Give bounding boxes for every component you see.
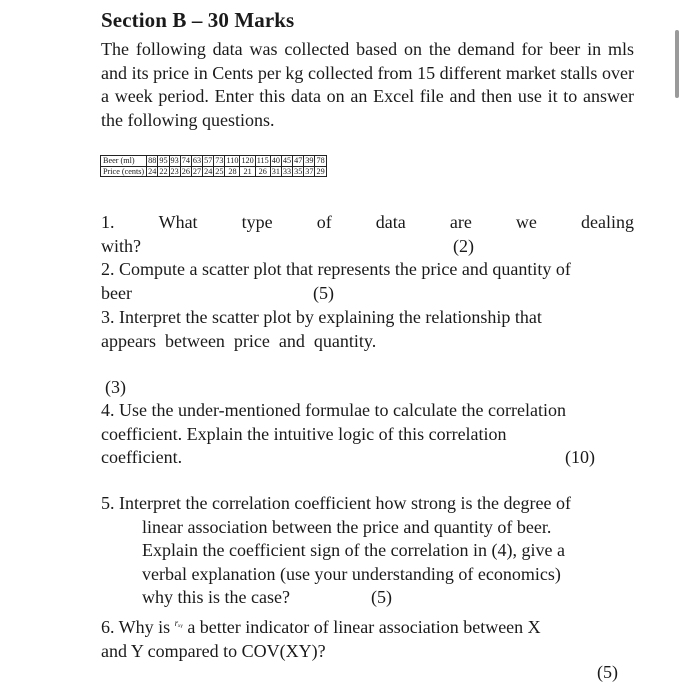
table-cell: 39 xyxy=(305,156,314,165)
data-table xyxy=(100,155,327,177)
table-cell: 63 xyxy=(192,156,202,165)
q2-line-2 xyxy=(101,282,641,306)
section-heading: Section B – 30 Marks xyxy=(101,8,295,32)
table-cell: 26 xyxy=(255,166,270,177)
table-cell: 27 xyxy=(192,166,202,176)
q2-line-1: 2. Compute a scatter plot that represents the price and quantity of xyxy=(101,259,571,279)
table-cell: 24 xyxy=(148,166,157,176)
table-cell: 24 xyxy=(204,166,213,176)
q1-word: 1. xyxy=(101,212,115,232)
table-cell: 88 xyxy=(148,156,157,165)
q5-line-5 xyxy=(101,586,646,610)
table-cell: 110 xyxy=(226,156,239,165)
table-cell: 21 xyxy=(240,166,255,177)
table-cell: 37 xyxy=(305,166,314,176)
row-label-price: Price (cents) xyxy=(101,166,147,177)
q4-line-1: 4. Use the under-mentioned formulae to calculate the correlation xyxy=(101,400,566,420)
q4-line-3 xyxy=(101,446,641,470)
table-cell: 115 xyxy=(256,156,269,165)
question-1-line-1 xyxy=(101,211,634,235)
question-6 xyxy=(101,612,646,663)
q4-line-2: coefficient. Explain the intuitive logic of this correlation xyxy=(101,423,507,444)
intro-paragraph: The following data was collected based on the demand for beer in mls and its price in Cents per kg collected from 15 different market stalls over a week period. Enter this data on an Excel file and then use it to answer the following questions. xyxy=(101,39,634,130)
q6-line-2: and Y compared to COV(XY)? xyxy=(101,640,326,661)
q6-marks: (5) xyxy=(597,662,618,682)
table-cell: 26 xyxy=(181,166,190,176)
table-cell: 29 xyxy=(316,166,325,176)
table-row-price xyxy=(101,166,327,177)
q1-word: dealing xyxy=(581,212,634,232)
row-label-beer: Beer (ml) xyxy=(101,156,147,167)
table-cell: 31 xyxy=(271,166,280,176)
table-row-beer xyxy=(101,156,327,167)
q1-marks: (2) xyxy=(453,235,474,256)
question-4 xyxy=(101,399,641,470)
q6-text-pre: 6. Why is xyxy=(101,617,171,637)
table-cell: 33 xyxy=(282,166,292,176)
table-cell: 73 xyxy=(215,156,224,165)
q4-marks: (10) xyxy=(565,447,595,467)
q2-marks: (5) xyxy=(313,282,334,303)
q1-word: of xyxy=(316,212,332,232)
question-1-line-2 xyxy=(101,235,634,259)
q5-line-1: 5. Interpret the correlation coefficient how strong is the degree of xyxy=(101,493,571,513)
table-cell: 120 xyxy=(241,156,254,165)
table-cell: 40 xyxy=(271,156,280,165)
question-5 xyxy=(101,492,646,610)
q1-word: are xyxy=(449,212,472,232)
question-1 xyxy=(101,211,634,258)
table-cell: 57 xyxy=(204,156,213,165)
correlation-symbol: rₓᵧ xyxy=(174,618,183,628)
q6-line-1 xyxy=(101,612,646,640)
table-cell: 25 xyxy=(215,166,224,176)
q1-word: What xyxy=(158,212,198,232)
table-cell: 28 xyxy=(225,166,240,177)
table-cell: 35 xyxy=(294,166,303,176)
question-3 xyxy=(101,306,641,353)
table-cell: 45 xyxy=(282,156,292,165)
q5-line-3: Explain the coefficient sign of the correlation in (4), give a xyxy=(142,540,566,560)
table-cell: 95 xyxy=(159,156,168,165)
table-cell: 78 xyxy=(316,156,325,165)
q3-marks: (3) xyxy=(105,377,126,397)
q1-word: type xyxy=(241,212,273,232)
q1-text: with? xyxy=(101,235,141,256)
q5-text: why this is the case? xyxy=(142,587,290,607)
q3-line-2: appears between price and quantity. xyxy=(101,330,377,351)
q1-word: data xyxy=(375,212,406,232)
question-2 xyxy=(101,258,641,305)
q5-line-2: linear association between the price and quantity of beer. xyxy=(142,516,552,537)
table-cell: 47 xyxy=(294,156,303,165)
q5-line-4: verbal explanation (use your understanding of economics) xyxy=(142,563,561,584)
table-cell: 23 xyxy=(170,166,179,176)
q2-text: beer xyxy=(101,282,132,303)
table-cell: 93 xyxy=(170,156,179,165)
q6-text-post: a better indicator of linear association between X xyxy=(187,617,541,637)
q5-marks: (5) xyxy=(371,587,392,607)
scrollbar[interactable] xyxy=(675,30,679,98)
q4-text: coefficient. xyxy=(101,447,183,467)
table-cell: 74 xyxy=(181,156,190,165)
q3-line-1: 3. Interpret the scatter plot by explaining the relationship that xyxy=(101,307,542,327)
table-cell: 22 xyxy=(159,166,168,176)
q1-word: we xyxy=(515,212,537,232)
